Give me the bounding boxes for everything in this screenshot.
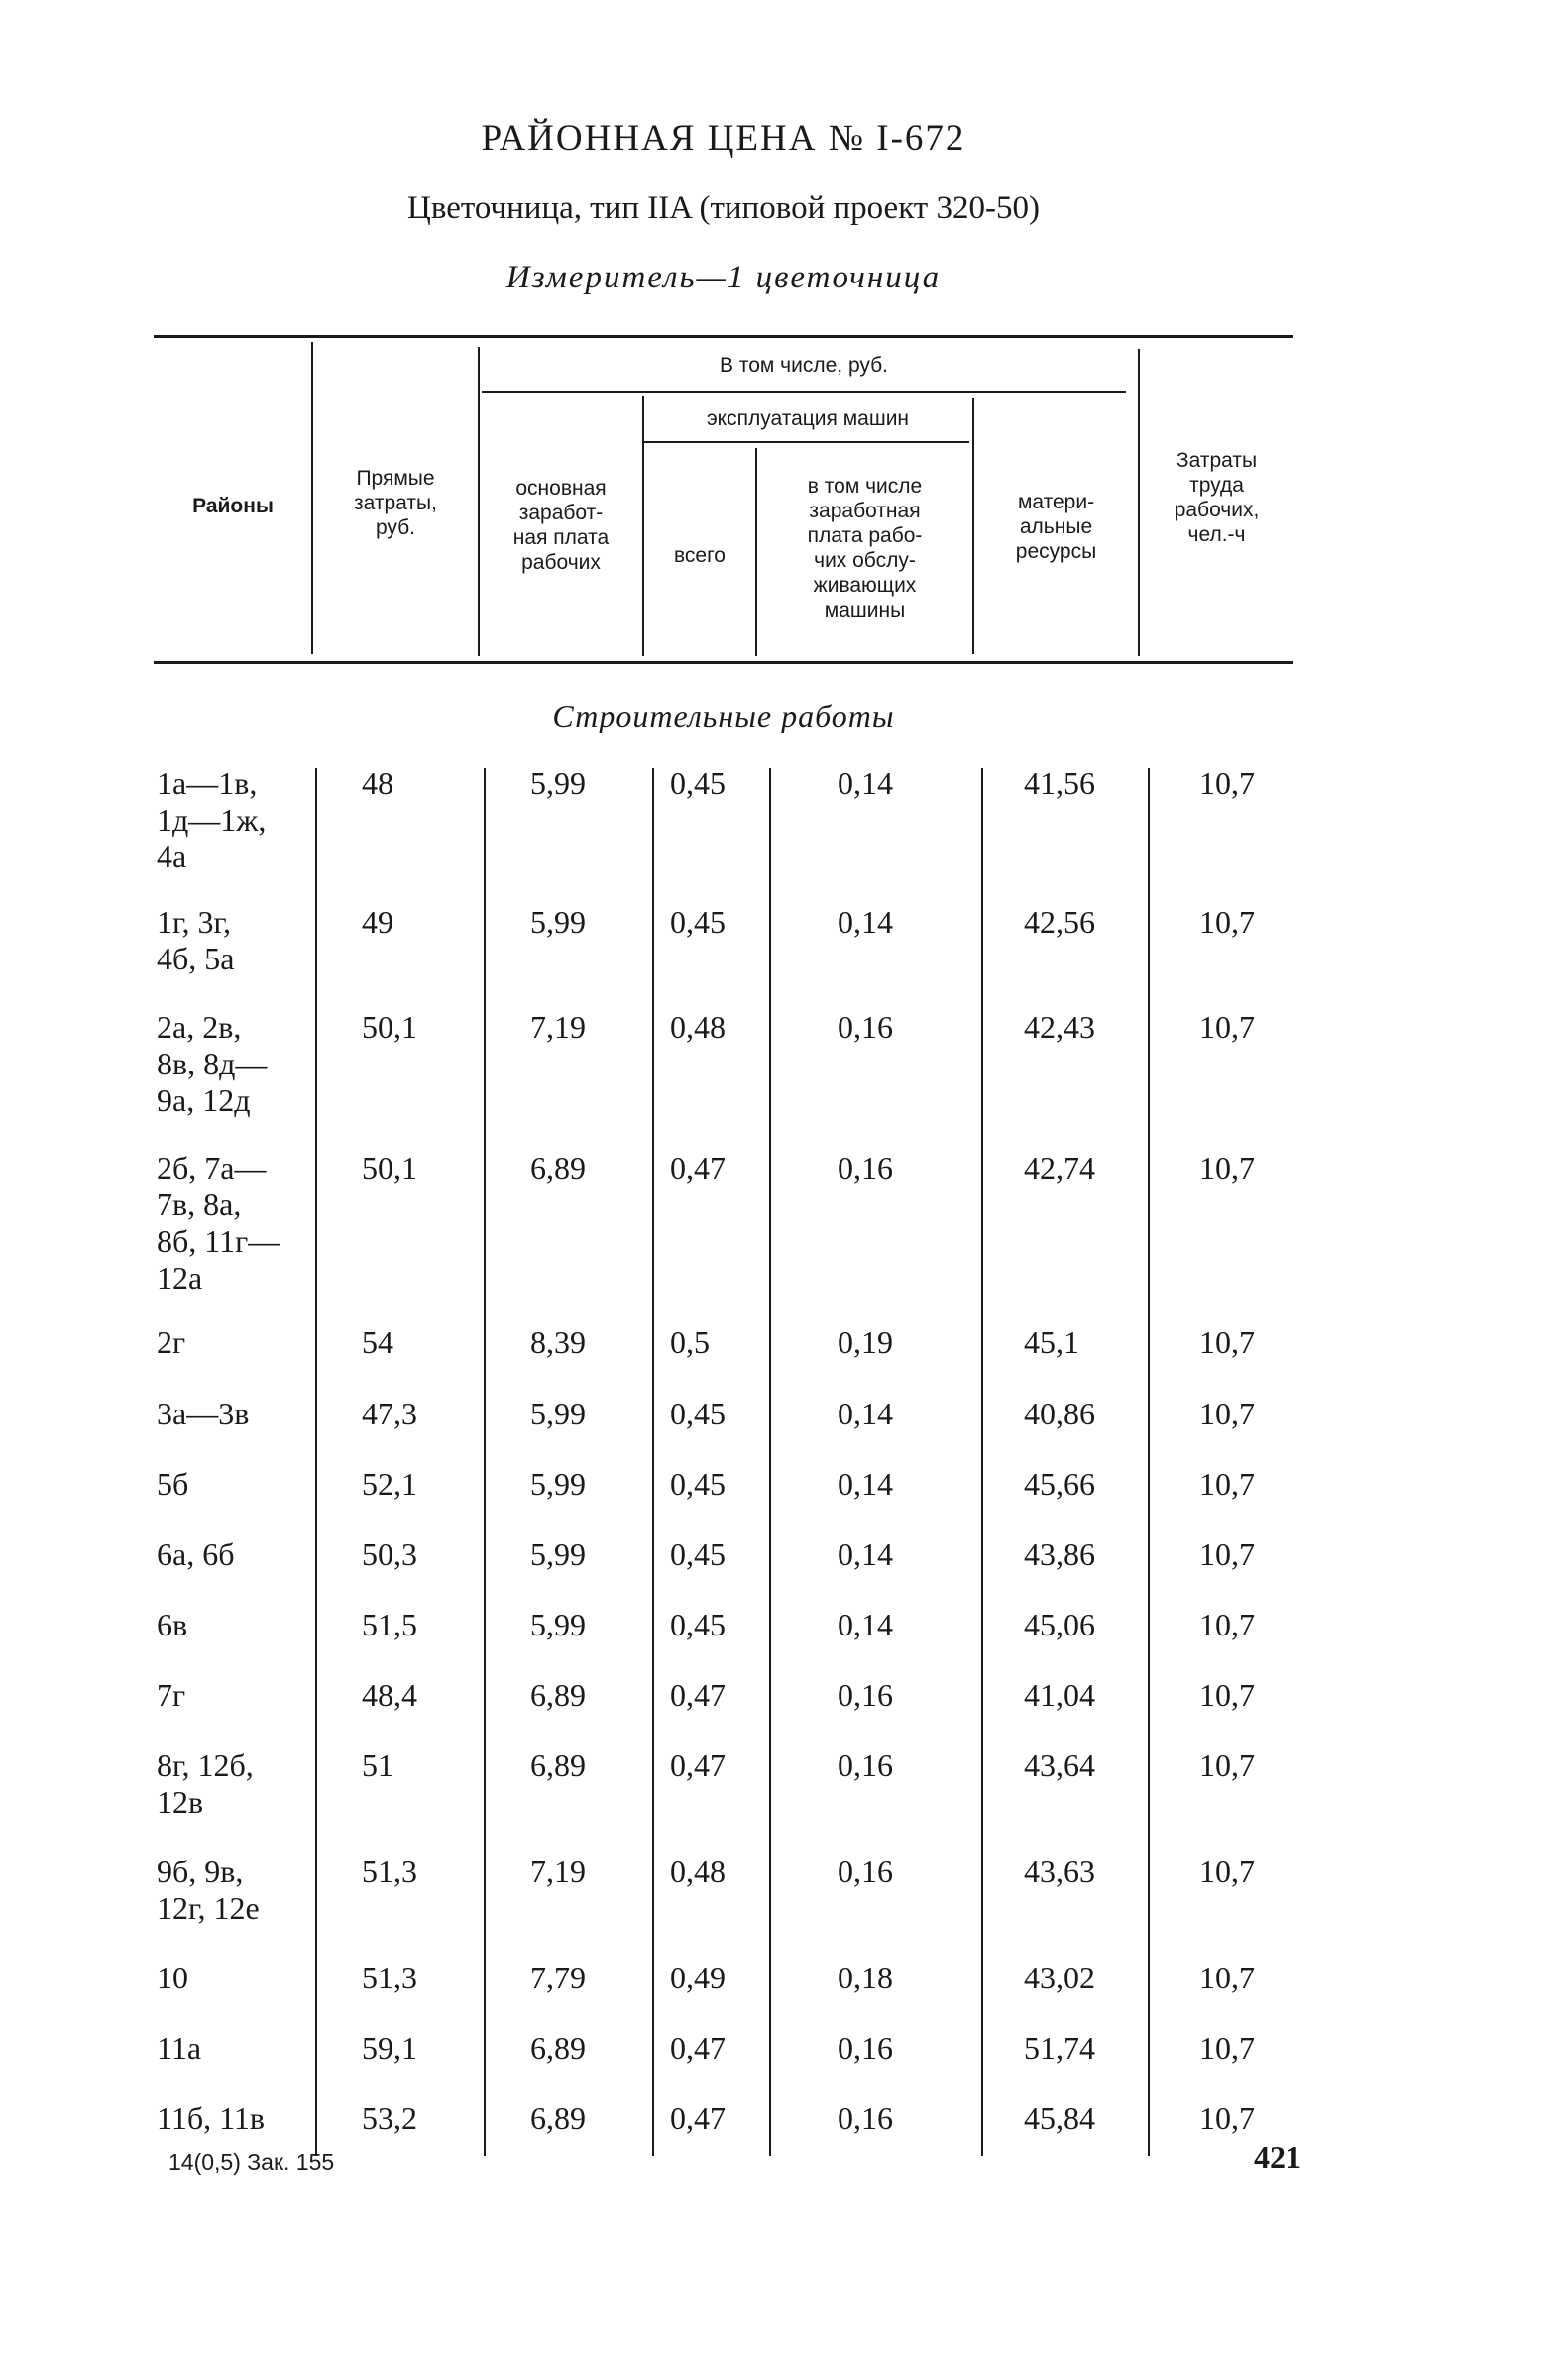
labor-cell: 10,7 xyxy=(1199,1607,1255,1642)
header-base-wage: основная заработ- ная плата рабочих xyxy=(512,477,610,574)
labor-cell: 10,7 xyxy=(1199,1960,1255,1995)
base-wage-cell: 6,89 xyxy=(530,1748,586,1783)
machines-wage-cell: 0,16 xyxy=(838,1677,893,1713)
region-cell: 5б xyxy=(157,1466,189,1502)
region-cell: 10 xyxy=(157,1960,188,1995)
labor-cell: 10,7 xyxy=(1199,2100,1255,2136)
base-wage-cell: 7,79 xyxy=(530,1960,586,1995)
section-title: Строительные работы xyxy=(552,698,895,733)
page-subtitle: Цветочница, тип IIA (типовой проект 320-50) xyxy=(407,190,1040,226)
body-divider xyxy=(315,768,317,2156)
base-wage-cell: 6,89 xyxy=(530,1150,586,1185)
machines-total-cell: 0,5 xyxy=(670,1324,710,1360)
region-cell: 6а, 6б xyxy=(157,1536,235,1572)
direct-costs-cell: 50,1 xyxy=(362,1150,417,1185)
machines-wage-cell: 0,16 xyxy=(838,2100,893,2136)
labor-cell: 10,7 xyxy=(1199,1748,1255,1783)
machines-wage-cell: 0,14 xyxy=(838,1607,893,1642)
body-divider xyxy=(484,768,486,2156)
including-rule xyxy=(482,391,1126,393)
base-wage-cell: 6,89 xyxy=(530,2100,586,2136)
direct-costs-cell: 59,1 xyxy=(362,2030,417,2066)
header-machines-total: всего xyxy=(674,544,726,567)
direct-costs-cell: 49 xyxy=(362,904,393,940)
direct-costs-cell: 51,3 xyxy=(362,1960,417,1995)
materials-cell: 43,86 xyxy=(1024,1536,1095,1572)
direct-costs-cell: 52,1 xyxy=(362,1466,417,1502)
direct-costs-cell: 50,1 xyxy=(362,1009,417,1045)
machines-total-cell: 0,49 xyxy=(670,1960,726,1995)
print-code: 14(0,5) Зак. 155 xyxy=(168,2149,335,2175)
direct-costs-cell: 53,2 xyxy=(362,2100,417,2136)
region-cell: 1г, 3г, 4б, 5а xyxy=(157,904,235,976)
labor-cell: 10,7 xyxy=(1199,904,1255,940)
measure-unit: Измеритель—1 цветочница xyxy=(505,260,942,295)
machines-wage-cell: 0,18 xyxy=(838,1960,893,1995)
body-divider xyxy=(769,768,771,2156)
table-top-rule xyxy=(154,335,1293,338)
labor-cell: 10,7 xyxy=(1199,1324,1255,1360)
materials-cell: 45,66 xyxy=(1024,1466,1095,1502)
direct-costs-cell: 51 xyxy=(362,1748,393,1783)
base-wage-cell: 5,99 xyxy=(530,765,586,801)
machines-total-cell: 0,47 xyxy=(670,1748,726,1783)
machines-wage-cell: 0,16 xyxy=(838,1009,893,1045)
header-labor: Затраты труда рабочих, чел.-ч xyxy=(1174,449,1260,546)
labor-cell: 10,7 xyxy=(1199,1150,1255,1185)
page-number: 421 xyxy=(1254,2139,1301,2175)
body-divider xyxy=(981,768,983,2156)
direct-costs-cell: 54 xyxy=(362,1324,393,1360)
machines-wage-cell: 0,16 xyxy=(838,1150,893,1185)
body-divider xyxy=(652,768,654,2156)
direct-costs-cell: 47,3 xyxy=(362,1396,417,1431)
header-regions: Районы xyxy=(192,495,274,517)
materials-cell: 43,63 xyxy=(1024,1854,1095,1889)
machines-wage-cell: 0,16 xyxy=(838,1748,893,1783)
machines-total-cell: 0,45 xyxy=(670,1607,726,1642)
materials-cell: 45,84 xyxy=(1024,2100,1095,2136)
direct-costs-cell: 48,4 xyxy=(362,1677,417,1713)
base-wage-cell: 7,19 xyxy=(530,1009,586,1045)
labor-cell: 10,7 xyxy=(1199,1536,1255,1572)
region-cell: 6в xyxy=(157,1607,188,1642)
region-cell: 3а—3в xyxy=(157,1396,250,1431)
machines-wage-cell: 0,14 xyxy=(838,1396,893,1431)
region-cell: 8г, 12б, 12в xyxy=(157,1748,254,1820)
machines-total-cell: 0,45 xyxy=(670,904,726,940)
base-wage-cell: 5,99 xyxy=(530,1607,586,1642)
direct-costs-cell: 51,3 xyxy=(362,1854,417,1889)
machines-total-cell: 0,47 xyxy=(670,1150,726,1185)
region-cell: 11б, 11в xyxy=(157,2100,266,2136)
base-wage-cell: 8,39 xyxy=(530,1324,586,1360)
materials-cell: 42,56 xyxy=(1024,904,1095,940)
machines-rule xyxy=(644,441,969,443)
machines-wage-cell: 0,14 xyxy=(838,1536,893,1572)
base-wage-cell: 7,19 xyxy=(530,1854,586,1889)
header-divider xyxy=(642,396,644,656)
machines-total-cell: 0,47 xyxy=(670,2100,726,2136)
direct-costs-cell: 50,3 xyxy=(362,1536,417,1572)
body-divider xyxy=(1148,768,1150,2156)
machines-total-cell: 0,48 xyxy=(670,1009,726,1045)
machines-total-cell: 0,48 xyxy=(670,1854,726,1889)
labor-cell: 10,7 xyxy=(1199,1396,1255,1431)
labor-cell: 10,7 xyxy=(1199,1677,1255,1713)
labor-cell: 10,7 xyxy=(1199,1854,1255,1889)
materials-cell: 45,06 xyxy=(1024,1607,1095,1642)
region-cell: 2а, 2в, 8в, 8д— 9а, 12д xyxy=(157,1009,268,1118)
materials-cell: 43,64 xyxy=(1024,1748,1095,1783)
materials-cell: 42,43 xyxy=(1024,1009,1095,1045)
labor-cell: 10,7 xyxy=(1199,2030,1255,2066)
header-machines: эксплуатация машин xyxy=(706,407,910,430)
header-materials: матери- альные ресурсы xyxy=(1015,491,1097,563)
base-wage-cell: 5,99 xyxy=(530,1466,586,1502)
materials-cell: 45,1 xyxy=(1024,1324,1079,1360)
region-cell: 7г xyxy=(157,1677,186,1713)
labor-cell: 10,7 xyxy=(1199,1466,1255,1502)
base-wage-cell: 6,89 xyxy=(530,2030,586,2066)
materials-cell: 42,74 xyxy=(1024,1150,1095,1185)
header-including: В том числе, руб. xyxy=(720,354,888,377)
machines-wage-cell: 0,16 xyxy=(838,1854,893,1889)
base-wage-cell: 5,99 xyxy=(530,1536,586,1572)
materials-cell: 43,02 xyxy=(1024,1960,1095,1995)
header-machines-wage: в том числе заработная плата рабо- чих обслу- живающих машины xyxy=(807,475,923,621)
base-wage-cell: 5,99 xyxy=(530,904,586,940)
region-cell: 1а—1в, 1д—1ж, 4а xyxy=(157,765,267,874)
machines-wage-cell: 0,19 xyxy=(838,1324,893,1360)
base-wage-cell: 5,99 xyxy=(530,1396,586,1431)
machines-wage-cell: 0,16 xyxy=(838,2030,893,2066)
materials-cell: 51,74 xyxy=(1024,2030,1095,2066)
machines-total-cell: 0,47 xyxy=(670,2030,726,2066)
machines-wage-cell: 0,14 xyxy=(838,1466,893,1502)
labor-cell: 10,7 xyxy=(1199,765,1255,801)
machines-total-cell: 0,45 xyxy=(670,765,726,801)
direct-costs-cell: 51,5 xyxy=(362,1607,417,1642)
machines-total-cell: 0,47 xyxy=(670,1677,726,1713)
direct-costs-cell: 48 xyxy=(362,765,393,801)
region-cell: 11а xyxy=(157,2030,202,2066)
machines-total-cell: 0,45 xyxy=(670,1466,726,1502)
region-cell: 9б, 9в, 12г, 12е xyxy=(157,1854,260,1926)
machines-total-cell: 0,45 xyxy=(670,1536,726,1572)
header-direct-costs: Прямые затраты, руб. xyxy=(354,467,437,539)
materials-cell: 40,86 xyxy=(1024,1396,1095,1431)
materials-cell: 41,56 xyxy=(1024,765,1095,801)
materials-cell: 41,04 xyxy=(1024,1677,1095,1713)
region-cell: 2г xyxy=(157,1324,186,1360)
machines-wage-cell: 0,14 xyxy=(838,765,893,801)
header-bottom-rule xyxy=(154,661,1293,664)
labor-cell: 10,7 xyxy=(1199,1009,1255,1045)
page-title: РАЙОННАЯ ЦЕНА № I-672 xyxy=(481,118,966,159)
region-cell: 2б, 7а— 7в, 8а, 8б, 11г— 12а xyxy=(157,1150,280,1296)
machines-total-cell: 0,45 xyxy=(670,1396,726,1431)
machines-wage-cell: 0,14 xyxy=(838,904,893,940)
base-wage-cell: 6,89 xyxy=(530,1677,586,1713)
